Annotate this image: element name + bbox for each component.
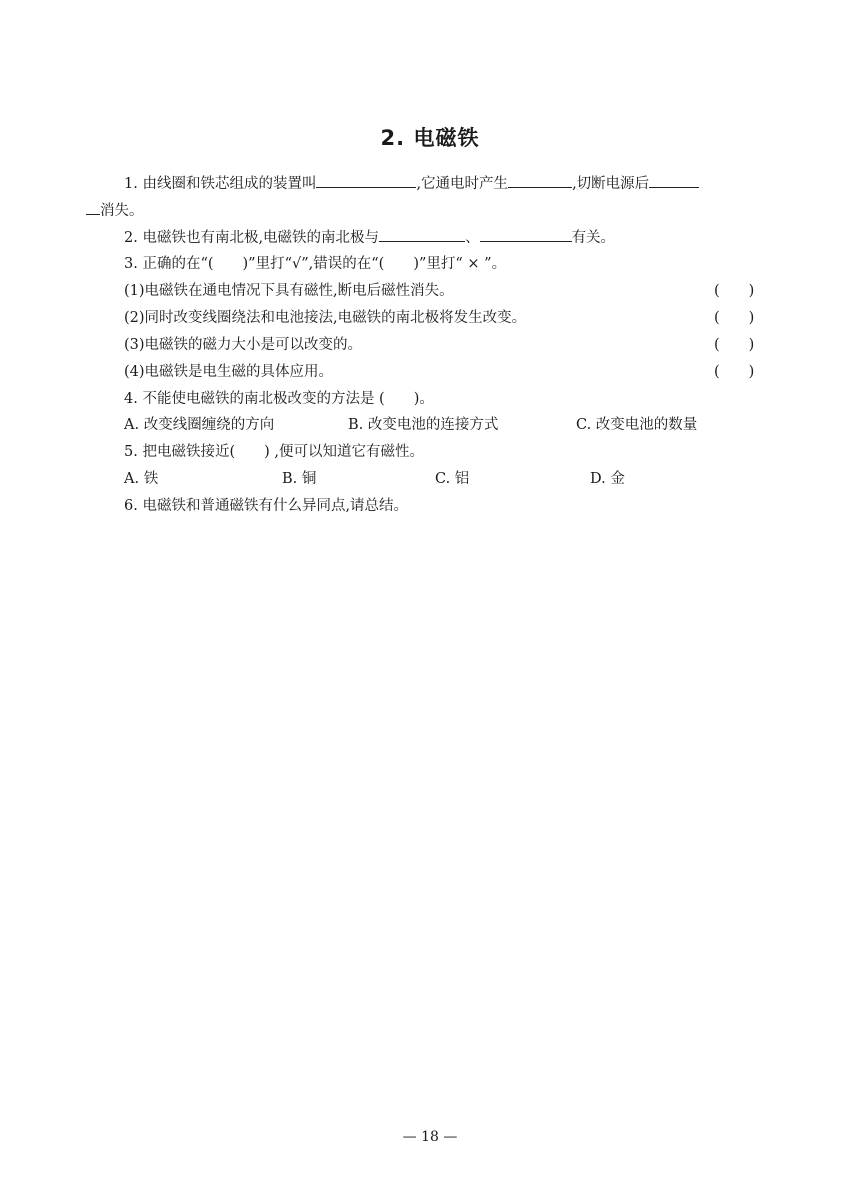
q2-blank-2[interactable]	[480, 227, 572, 242]
q1-text-2: ,它通电时产生	[416, 176, 509, 192]
q3-answer-paren-3[interactable]: ( )	[714, 337, 755, 353]
q1-text-1: 1. 由线圈和铁芯组成的装置叫	[124, 176, 317, 192]
question-3-item-3: (3)电磁铁的磁力大小是可以改变的。	[124, 337, 363, 353]
q3-answer-paren-2[interactable]: ( )	[714, 310, 755, 326]
q4-option-a[interactable]: A. 改变线圈缠绕的方向	[124, 417, 275, 433]
question-3-item-1: (1)电磁铁在通电情况下具有磁性,断电后磁性消失。	[124, 283, 454, 299]
q2-text-1: 2. 电磁铁也有南北极,电磁铁的南北极与	[124, 230, 380, 246]
question-3-stem: 3. 正确的在“( )”里打“√”,错误的在“( )”里打“ × ”。	[124, 256, 507, 272]
q4-option-c[interactable]: C. 改变电池的数量	[576, 417, 698, 433]
q2-text-3: 有关。	[571, 230, 616, 246]
question-2	[124, 227, 615, 248]
q3-answer-paren-4[interactable]: ( )	[714, 364, 755, 380]
question-3-item-2: (2)同时改变线圈绕法和电池接法,电磁铁的南北极将发生改变。	[124, 310, 527, 326]
q2-text-2: 、	[465, 230, 480, 246]
q5-option-a[interactable]: A. 铁	[124, 471, 159, 487]
q1-text-3: ,切断电源后	[572, 176, 650, 192]
q1-text-4: 消失。	[100, 203, 144, 219]
q5-option-d[interactable]: D. 金	[590, 471, 625, 487]
question-1-line-2	[86, 200, 144, 221]
q4-option-b[interactable]: B. 改变电池的连接方式	[348, 417, 499, 433]
q5-option-c[interactable]: C. 铝	[435, 471, 470, 487]
question-5-stem: 5. 把电磁铁接近( ) ,便可以知道它有磁性。	[124, 444, 424, 460]
q1-blank-1[interactable]	[316, 173, 416, 188]
question-3-item-4: (4)电磁铁是电生磁的具体应用。	[124, 364, 334, 380]
page-title: 2. 电磁铁	[380, 126, 480, 150]
q1-blank-2[interactable]	[508, 173, 572, 188]
q1-blank-3-start[interactable]	[649, 173, 699, 188]
question-6-stem: 6. 电磁铁和普通磁铁有什么异同点,请总结。	[124, 498, 409, 514]
q1-blank-3-end[interactable]	[86, 200, 100, 215]
q5-option-b[interactable]: B. 铜	[282, 471, 317, 487]
q3-answer-paren-1[interactable]: ( )	[714, 283, 755, 299]
q6-answer-area[interactable]	[124, 525, 774, 1085]
page-number: — 18 —	[402, 1129, 458, 1145]
question-1-line-1	[124, 173, 699, 194]
q2-blank-1[interactable]	[379, 227, 465, 242]
question-4-stem: 4. 不能使电磁铁的南北极改变的方法是 ( )。	[124, 391, 434, 407]
